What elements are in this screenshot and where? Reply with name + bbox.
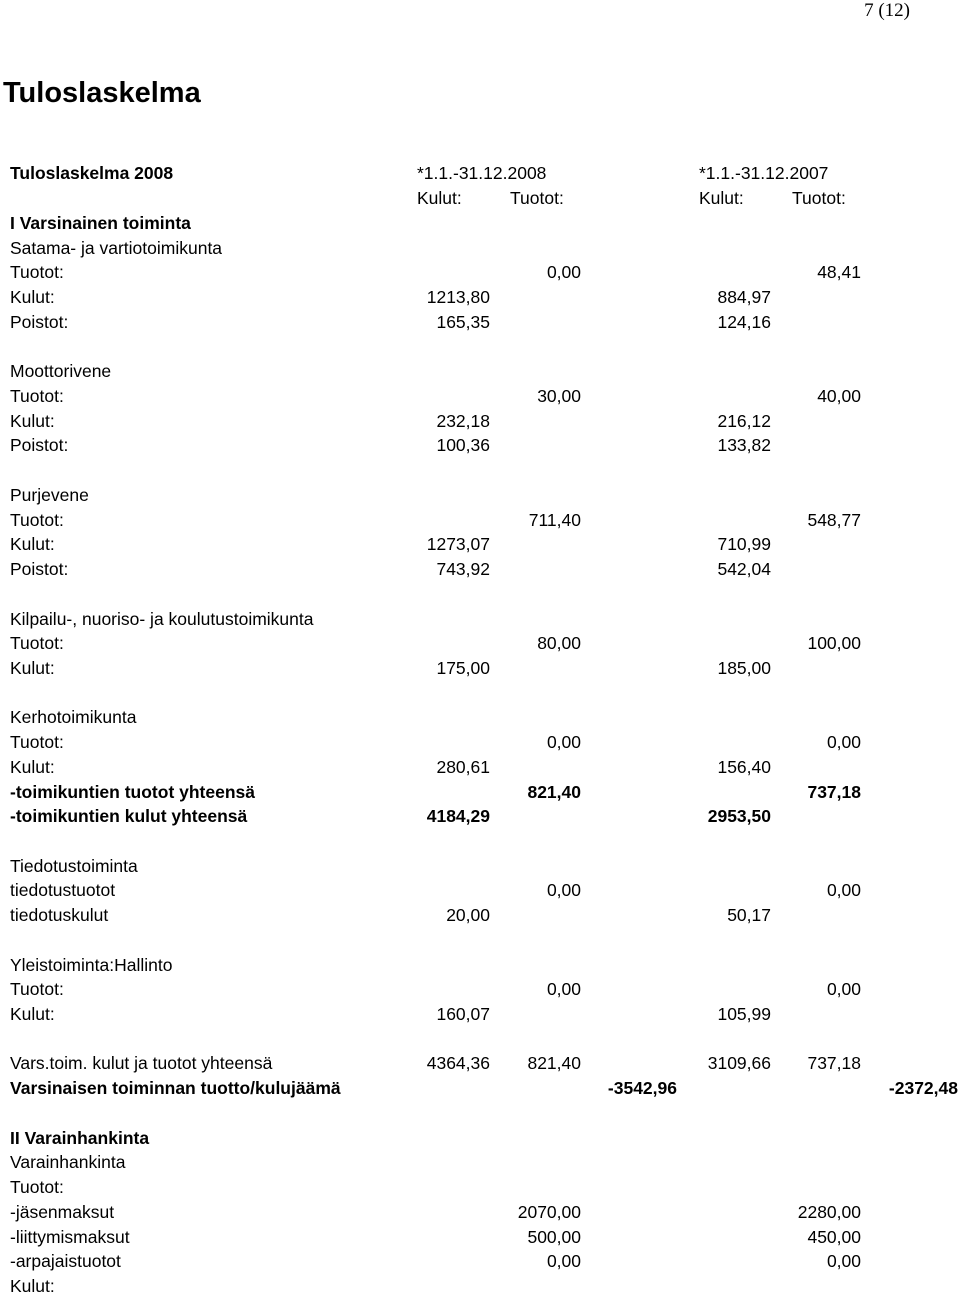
table-row: [0, 532, 960, 556]
value-tuotot-2007: 737,18: [807, 1053, 861, 1073]
value-tuotot-2007: 737,18: [807, 782, 861, 802]
value-tuotot-2008: 0,00: [546, 880, 581, 900]
value-kulut-2007: 2953,50: [707, 806, 771, 826]
value-kulut-2007: 216,12: [717, 411, 771, 431]
row-label: Kerhotoimikunta: [10, 707, 137, 727]
col-tuotot-2008: Tuotot:: [510, 188, 564, 208]
row-label: II Varainhankinta: [10, 1128, 150, 1148]
row-label: I Varsinainen toiminta: [10, 213, 191, 233]
value-tuotot-2008: 2070,00: [517, 1202, 581, 1222]
row-label: Kulut:: [10, 757, 55, 777]
row-label: Purjevene: [10, 485, 89, 505]
value-tuotot-2008: 0,00: [546, 979, 581, 999]
row-label: Poistot:: [10, 559, 69, 579]
table-row: [0, 804, 960, 828]
row-label: Tiedotustoiminta: [10, 856, 138, 876]
value-kulut-2008: 160,07: [436, 1004, 490, 1024]
value-tuotot-2008: 0,00: [546, 1251, 581, 1271]
value-tuotot-2007: 450,00: [807, 1227, 861, 1247]
table-row: [0, 903, 960, 927]
row-label: Tuotot:: [10, 262, 64, 282]
value-kulut-2008: 4184,29: [426, 806, 490, 826]
row-label: Kulut:: [10, 287, 55, 307]
table-row: [0, 755, 960, 779]
table-row: [0, 1249, 960, 1273]
table-row: [0, 211, 960, 235]
table-row: [0, 656, 960, 680]
row-label: tiedotuskulut: [10, 905, 109, 925]
value-tuotot-2007: 548,77: [807, 510, 861, 530]
row-label: Kulut:: [10, 1276, 55, 1296]
row-label: tiedotustuotot: [10, 880, 116, 900]
table-row: [0, 236, 960, 260]
row-label: Tuotot:: [10, 386, 64, 406]
value-kulut-2008: 1213,80: [426, 287, 490, 307]
row-label: -jäsenmaksut: [10, 1202, 115, 1222]
value-tuotot-2007: 2280,00: [797, 1202, 861, 1222]
row-label: Kulut:: [10, 658, 55, 678]
table-row: [0, 705, 960, 729]
column-header-row: [0, 186, 960, 210]
row-label: Tuotot:: [10, 979, 64, 999]
value-kulut-2008: 20,00: [446, 905, 490, 925]
value-tuotot-2008: 0,00: [546, 732, 581, 752]
table-row: [0, 780, 960, 804]
value-tuotot-2007: 0,00: [826, 880, 861, 900]
row-label: Yleistoiminta:Hallinto: [10, 955, 173, 975]
value-kulut-2007: 3109,66: [707, 1053, 771, 1073]
table-row: [0, 1002, 960, 1026]
row-label: Poistot:: [10, 312, 69, 332]
table-row: [0, 1150, 960, 1174]
value-tuotot-2007: 40,00: [817, 386, 861, 406]
value-kulut-2007: 185,00: [717, 658, 771, 678]
row-label: Kilpailu-, nuoriso- ja koulutustoimikunta: [10, 609, 314, 629]
row-label: Tuotot:: [10, 1177, 64, 1197]
value-tuotot-2008: 80,00: [537, 633, 581, 653]
row-label: Vars.toim. kulut ja tuotot yhteensä: [10, 1053, 273, 1073]
page-number: 7 (12): [864, 0, 910, 21]
value-tuotot-2007: 0,00: [826, 1251, 861, 1271]
row-label: Varsinaisen toiminnan tuotto/kulujäämä: [10, 1078, 341, 1098]
row-label: Tuotot:: [10, 510, 64, 530]
row-label: -toimikuntien kulut yhteensä: [10, 806, 248, 826]
value-kulut-2007: 50,17: [727, 905, 771, 925]
table-row: [0, 409, 960, 433]
row-label: Moottorivene: [10, 361, 112, 381]
value-kulut-2007: 133,82: [717, 435, 771, 455]
statement-label: Tuloslaskelma 2008: [10, 163, 174, 183]
value-kulut-2007: 710,99: [717, 534, 771, 554]
col-tuotot-2007: Tuotot:: [792, 188, 846, 208]
value-kulut-2007: 884,97: [717, 287, 771, 307]
row-label: -arpajaistuotot: [10, 1251, 121, 1271]
table-row: [0, 483, 960, 507]
table-row: [0, 1175, 960, 1199]
table-row: [0, 1076, 960, 1100]
table-row: [0, 359, 960, 383]
period-2007: *1.1.-31.12.2007: [699, 163, 829, 183]
col-kulut-2007: Kulut:: [699, 188, 744, 208]
row-label: Tuotot:: [10, 633, 64, 653]
value-kulut-2008: 165,35: [436, 312, 490, 332]
table-row: [0, 557, 960, 581]
value-tuotot-2007: 0,00: [826, 979, 861, 999]
table-row: [0, 1274, 960, 1298]
value-kulut-2008: 100,36: [436, 435, 490, 455]
value-kulut-2008: 280,61: [436, 757, 490, 777]
table-row: [0, 1225, 960, 1249]
table-header-row: [0, 161, 960, 185]
row-label: Satama- ja vartiotoimikunta: [10, 238, 223, 258]
value-tuotot-2008: 30,00: [537, 386, 581, 406]
value-kulut-2007: 156,40: [717, 757, 771, 777]
table-row: [0, 260, 960, 284]
value-kulut-2007: 105,99: [717, 1004, 771, 1024]
table-row: [0, 854, 960, 878]
row-label: Kulut:: [10, 534, 55, 554]
table-row: [0, 285, 960, 309]
value-kulut-2008: 743,92: [436, 559, 490, 579]
value-kulut-2008: 175,00: [436, 658, 490, 678]
table-row: [0, 1200, 960, 1224]
table-row: [0, 631, 960, 655]
value-kulut-2007: 542,04: [717, 559, 771, 579]
value-kulut-2008: 4364,36: [426, 1053, 490, 1073]
value-tuotot-2008: 821,40: [527, 782, 581, 802]
value-tuotot-2007: 48,41: [817, 262, 861, 282]
col-kulut-2008: Kulut:: [417, 188, 462, 208]
value-tuotot-2008: 711,40: [528, 510, 581, 530]
table-row: [0, 433, 960, 457]
row-label: -toimikuntien tuotot yhteensä: [10, 782, 255, 802]
value-tuotot-2007: 0,00: [826, 732, 861, 752]
period-2008: *1.1.-31.12.2008: [417, 163, 547, 183]
table-row: [0, 607, 960, 631]
row-label: -liittymismaksut: [10, 1227, 130, 1247]
table-row: [0, 878, 960, 902]
row-label: Varainhankinta: [10, 1152, 126, 1172]
page-title: Tuloslaskelma: [3, 77, 201, 109]
value-kulut-2008: 1273,07: [426, 534, 490, 554]
value-tuotot-2008: 821,40: [527, 1053, 581, 1073]
table-row: [0, 1051, 960, 1075]
table-row: [0, 310, 960, 334]
value-result-2008: -3542,96: [607, 1078, 677, 1098]
table-row: [0, 977, 960, 1001]
value-tuotot-2007: 100,00: [807, 633, 861, 653]
table-row: [0, 384, 960, 408]
table-row: [0, 1126, 960, 1150]
value-result-2007: -2372,48: [888, 1078, 958, 1098]
row-label: Kulut:: [10, 1004, 55, 1024]
value-kulut-2008: 232,18: [436, 411, 490, 431]
row-label: Poistot:: [10, 435, 69, 455]
table-row: [0, 508, 960, 532]
table-row: [0, 953, 960, 977]
table-row: [0, 730, 960, 754]
row-label: Tuotot:: [10, 732, 64, 752]
value-kulut-2007: 124,16: [717, 312, 771, 332]
value-tuotot-2008: 0,00: [546, 262, 581, 282]
value-tuotot-2008: 500,00: [527, 1227, 581, 1247]
row-label: Kulut:: [10, 411, 55, 431]
